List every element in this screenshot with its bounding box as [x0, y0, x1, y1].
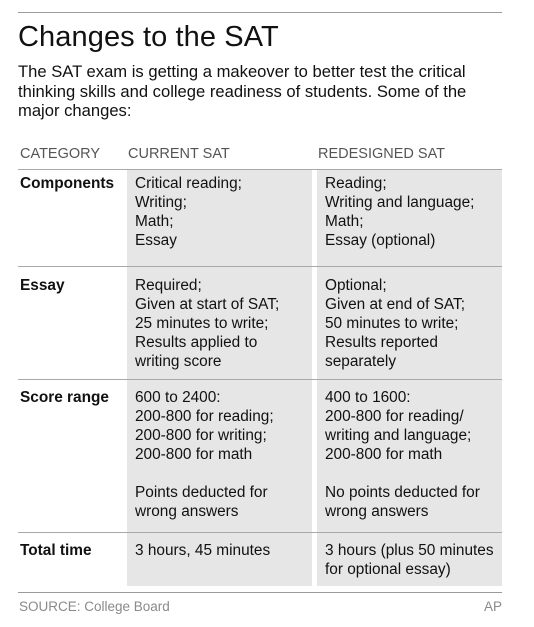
source-credit: SOURCE: College Board — [19, 599, 170, 614]
cell-line: Results applied to — [135, 334, 258, 351]
cell-line: Essay (optional) — [325, 232, 436, 249]
cell-line: Points deducted for — [135, 484, 268, 501]
column-header-current-sat: CURRENT SAT — [128, 146, 230, 162]
cell-line: Math; — [135, 213, 174, 230]
cell-line: Essay — [135, 232, 177, 249]
cell-line: 50 minutes to write; — [325, 315, 459, 332]
cell-line: 200-800 for math — [325, 446, 443, 463]
cell-line: 200-800 for writing; — [135, 427, 267, 444]
column-header-category: CATEGORY — [20, 146, 101, 162]
cell-line: 400 to 1600: — [325, 389, 411, 406]
cell-line: 600 to 2400: — [135, 389, 221, 406]
cell-line: for optional essay) — [325, 561, 451, 578]
column-header-redesigned-sat: REDESIGNED SAT — [318, 146, 446, 162]
cell-spacer — [325, 464, 503, 483]
cell-line: writing score — [135, 353, 222, 370]
cell-line: Math; — [325, 213, 364, 230]
row-divider — [18, 169, 502, 170]
cell-line: 25 minutes to write; — [135, 315, 269, 332]
cell-line: No points deducted for — [325, 484, 480, 501]
cell-line: Given at start of SAT; — [135, 296, 280, 313]
cell-line: Results reported — [325, 334, 438, 351]
agency-credit: AP — [483, 599, 502, 614]
cell-line: Writing; — [135, 194, 187, 211]
cell-essay-current — [135, 276, 313, 371]
cell-essay-redesigned — [325, 276, 503, 371]
row-category-score-range: Score range — [20, 389, 109, 406]
cell-line: Required; — [135, 277, 202, 294]
cell-line: wrong answers — [135, 503, 239, 520]
cell-score-range-current — [135, 388, 313, 521]
cell-line: writing and language; — [325, 427, 472, 444]
cell-line: 3 hours, 45 minutes — [135, 542, 271, 559]
cell-line: Reading; — [325, 175, 387, 192]
row-category-total-time: Total time — [20, 542, 92, 559]
cell-score-range-redesigned — [325, 388, 503, 521]
cell-line: Writing and language; — [325, 194, 475, 211]
cell-spacer — [135, 464, 313, 483]
cell-line: 200-800 for math — [135, 446, 253, 463]
cell-line: Optional; — [325, 277, 387, 294]
row-divider — [18, 379, 502, 380]
cell-line: Given at end of SAT; — [325, 296, 466, 313]
cell-components-redesigned — [325, 174, 503, 250]
row-divider — [18, 266, 502, 267]
top-rule — [18, 12, 502, 13]
cell-components-current — [135, 174, 313, 250]
row-divider — [18, 532, 502, 533]
cell-line: Critical reading; — [135, 175, 242, 192]
bottom-rule — [18, 592, 502, 593]
row-category-essay: Essay — [20, 277, 65, 294]
row-category-components: Components — [20, 175, 115, 192]
cell-line: separately — [325, 353, 397, 370]
page-subtitle: The SAT exam is getting a makeover to better test the critical thinking skills and college readiness of students. Some of the major changes: — [18, 62, 467, 120]
cell-total-time-redesigned — [325, 541, 503, 579]
cell-line: 200-800 for reading/ — [325, 408, 464, 425]
page-title: Changes to the SAT — [18, 21, 279, 53]
cell-line: 3 hours (plus 50 minutes — [325, 542, 494, 559]
cell-line: wrong answers — [325, 503, 429, 520]
cell-line: 200-800 for reading; — [135, 408, 274, 425]
cell-total-time-current — [135, 541, 313, 560]
